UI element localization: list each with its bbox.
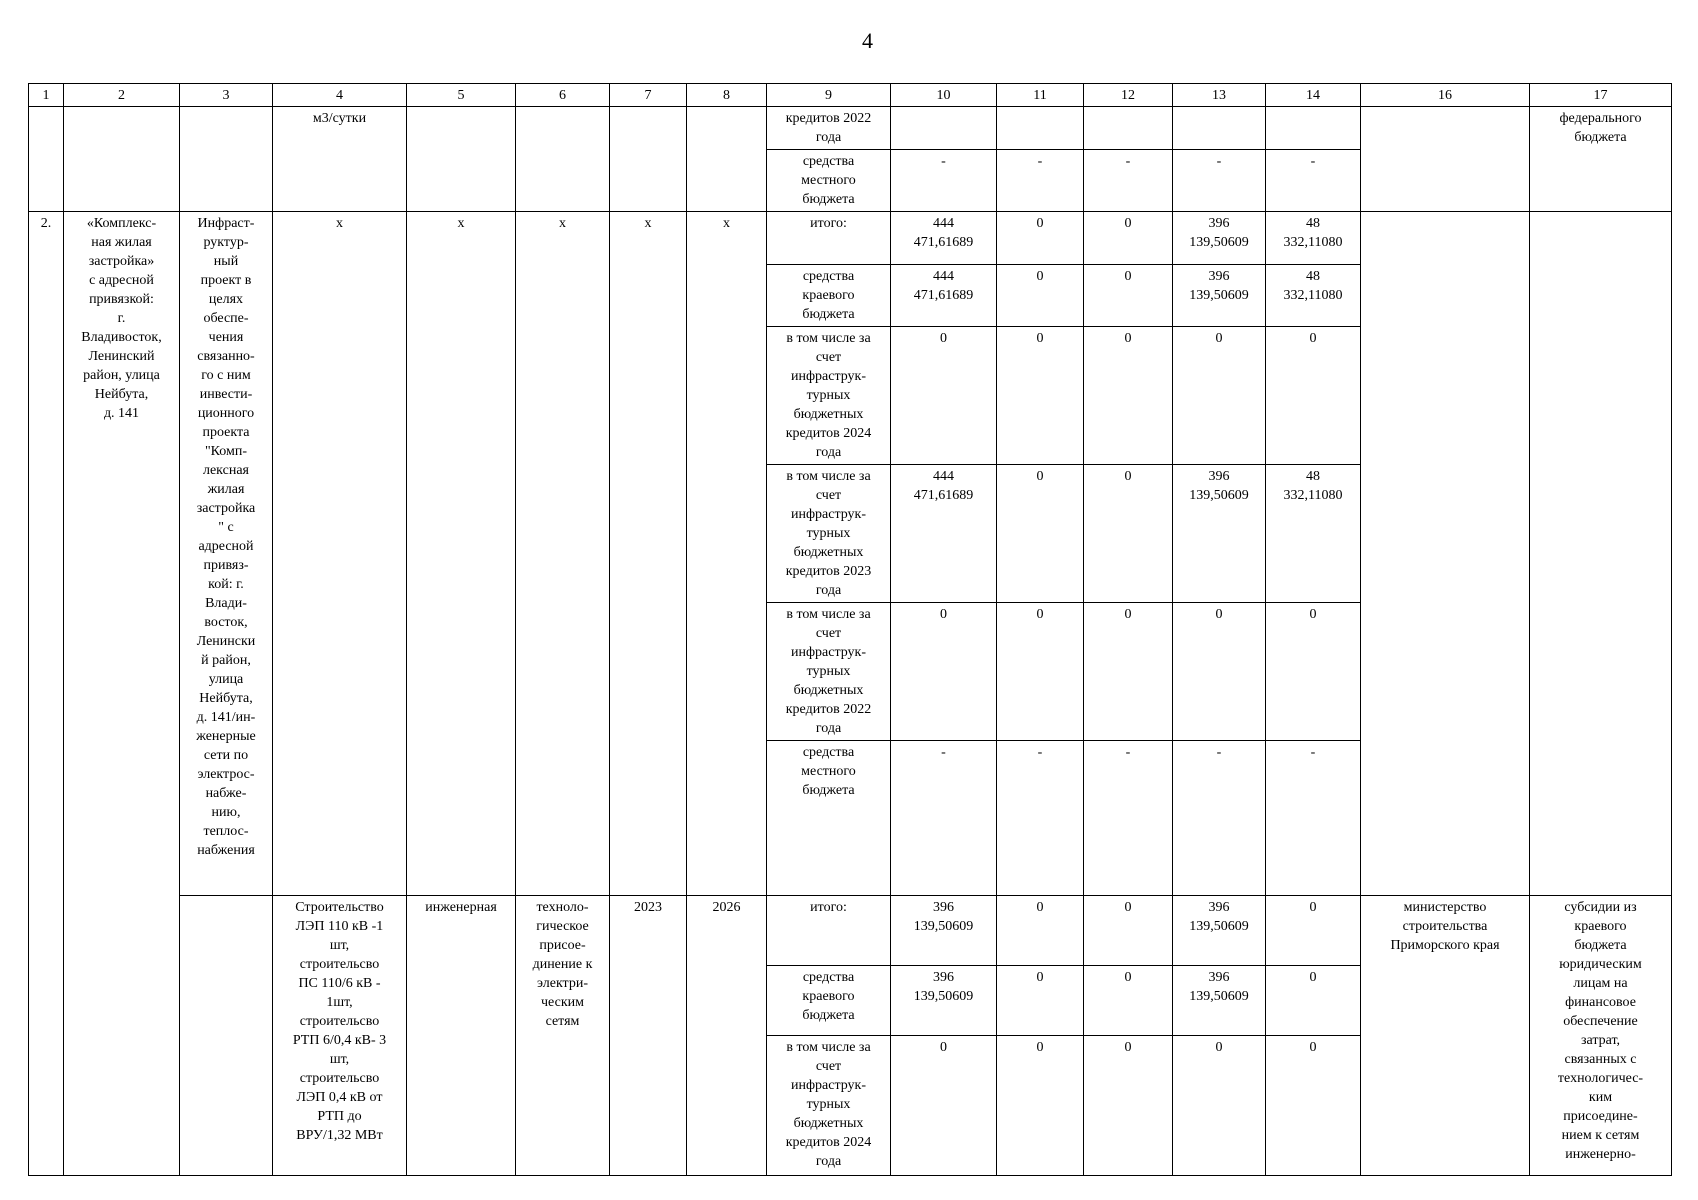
col-header-2: 2 [64,84,180,107]
funding-note-cell: субсидии из краевого бюджета юридическим лицам на финансовое обеспечение затрат, связанных с технологичес- ким присоедине- нием к сетям инженерно- [1530,896,1672,1176]
value-cell: 48 332,11080 [1266,265,1361,327]
value-cell: - [997,741,1084,896]
cont-num-cell [29,107,64,212]
value-cell: - [1173,741,1266,896]
value-cell: 396 139,50609 [1173,966,1266,1036]
value-cell [1084,107,1173,150]
value-cell: 0 [997,1036,1084,1176]
value-cell: 0 [1084,465,1173,603]
source-label-cell: итого: [767,212,891,265]
value-cell: 0 [891,603,997,741]
col-header-3: 3 [180,84,273,107]
value-cell: - [997,150,1084,212]
responsible-cell [1361,212,1530,896]
x-cell: x [273,212,407,896]
col-header-8: 8 [687,84,767,107]
value-cell: 0 [1084,966,1173,1036]
value-cell: 0 [1084,896,1173,966]
value-cell: 0 [1084,327,1173,465]
start-year-cell: 2023 [610,896,687,1176]
page-number: 4 [862,28,873,53]
value-cell: 0 [891,327,997,465]
value-cell: 396 139,50609 [1173,265,1266,327]
value-cell: 0 [1266,603,1361,741]
value-cell: 396 139,50609 [1173,465,1266,603]
x-cell: x [687,212,767,896]
table-body [29,84,1672,1176]
row-number-cell: 2. [29,212,64,1176]
col-header-9: 9 [767,84,891,107]
sub-desc-cell [180,896,273,1176]
value-cell: 0 [1173,327,1266,465]
source-label-cell: кредитов 2022 года [767,107,891,150]
cont-desc-cell [180,107,273,212]
x-cell: x [516,212,610,896]
responsible-body-cell: министерство строительства Приморского края [1361,896,1530,1176]
value-cell: - [1084,741,1173,896]
value-cell: 0 [891,1036,997,1176]
value-cell: - [1266,741,1361,896]
cont-name-cell [64,107,180,212]
construction-works-cell: Строительство ЛЭП 110 кВ -1 шт, строительсво ПС 110/6 кВ - 1шт, строительсво РТП 6/0,4 кВ- 3 шт, строительсво ЛЭП 0,4 кВ от РТП до ВРУ/1,32 МВт [273,896,407,1176]
cont-col6-cell [516,107,610,212]
value-cell: 0 [1266,327,1361,465]
col-header-17: 17 [1530,84,1672,107]
col-header-14: 14 [1266,84,1361,107]
project-description-cell: Инфраст- руктур- ный проект в целях обеспе- чения связанно- го с ним инвести- ционного проекта "Комп- лексная жилая застройка " с адресной привяз- кой: г. Влади- восток, Ленински й район, улица Нейбута, д. 141/ин- женерные сети по электрос- набже- нию, теплос- набжения [180,212,273,896]
col-header-6: 6 [516,84,610,107]
col-header-11: 11 [997,84,1084,107]
source-label-cell: средства местного бюджета [767,150,891,212]
cont-col7-cell [610,107,687,212]
value-cell [1173,107,1266,150]
value-cell: - [891,150,997,212]
value-cell: 0 [1084,1036,1173,1176]
value-cell: 396 139,50609 [891,896,997,966]
value-cell: 396 139,50609 [1173,896,1266,966]
value-cell [997,107,1084,150]
value-cell [891,107,997,150]
value-cell: 444 471,61689 [891,265,997,327]
source-label-cell: в том числе за счет инфраструк- турных бюджетных кредитов 2022 года [767,603,891,741]
value-cell: 0 [997,896,1084,966]
col-header-16: 16 [1361,84,1530,107]
source-label-cell: в том числе за счет инфраструк- турных бюджетных кредитов 2023 года [767,465,891,603]
value-cell: 0 [997,603,1084,741]
value-cell: 0 [1084,212,1173,265]
value-cell: 0 [997,966,1084,1036]
end-year-cell: 2026 [687,896,767,1176]
value-cell: 0 [1173,603,1266,741]
value-cell: 0 [1084,603,1173,741]
col-header-4: 4 [273,84,407,107]
connection-type-cell: техноло- гическое присое- динение к электри- ческим сетям [516,896,610,1176]
cont-capacity-cell: м3/сутки [273,107,407,212]
value-cell: 0 [997,465,1084,603]
cont-col8-cell [687,107,767,212]
value-cell: 0 [1266,1036,1361,1176]
budget-table [28,83,1672,1176]
value-cell: 0 [997,212,1084,265]
value-cell: 0 [1084,265,1173,327]
cont-col17-cell: федерального бюджета [1530,107,1672,212]
note-cell [1530,212,1672,896]
cont-col16-cell [1361,107,1530,212]
value-cell: 0 [1266,966,1361,1036]
col-header-1: 1 [29,84,64,107]
value-cell: 48 332,11080 [1266,212,1361,265]
x-cell: x [610,212,687,896]
table-row [29,107,1672,150]
source-label-cell: средства местного бюджета [767,741,891,896]
value-cell: 396 139,50609 [891,966,997,1036]
value-cell: 48 332,11080 [1266,465,1361,603]
source-label-cell: средства краевого бюджета [767,265,891,327]
col-header-5: 5 [407,84,516,107]
col-header-13: 13 [1173,84,1266,107]
value-cell: 0 [1266,896,1361,966]
table-row [29,896,1672,966]
source-label-cell: в том числе за счет инфраструк- турных бюджетных кредитов 2024 года [767,1036,891,1176]
col-header-7: 7 [610,84,687,107]
value-cell: - [1266,150,1361,212]
source-label-cell: в том числе за счет инфраструк- турных бюджетных кредитов 2024 года [767,327,891,465]
value-cell: 444 471,61689 [891,465,997,603]
value-cell: - [1084,150,1173,212]
value-cell: - [891,741,997,896]
value-cell: 0 [1173,1036,1266,1176]
source-label-cell: средства краевого бюджета [767,966,891,1036]
col-header-12: 12 [1084,84,1173,107]
value-cell: - [1173,150,1266,212]
table-row [29,212,1672,265]
value-cell: 0 [997,327,1084,465]
value-cell: 0 [997,265,1084,327]
object-name-cell: «Комплекс- ная жилая застройка» с адресной привязкой: г. Владивосток, Ленинский район, улица Нейбута, д. 141 [64,212,180,1176]
value-cell [1266,107,1361,150]
cont-col5-cell [407,107,516,212]
col-header-10: 10 [891,84,997,107]
x-cell: x [407,212,516,896]
column-number-row [29,84,1672,107]
source-label-cell: итого: [767,896,891,966]
infrastructure-type-cell: инженерная [407,896,516,1176]
value-cell: 396 139,50609 [1173,212,1266,265]
value-cell: 444 471,61689 [891,212,997,265]
